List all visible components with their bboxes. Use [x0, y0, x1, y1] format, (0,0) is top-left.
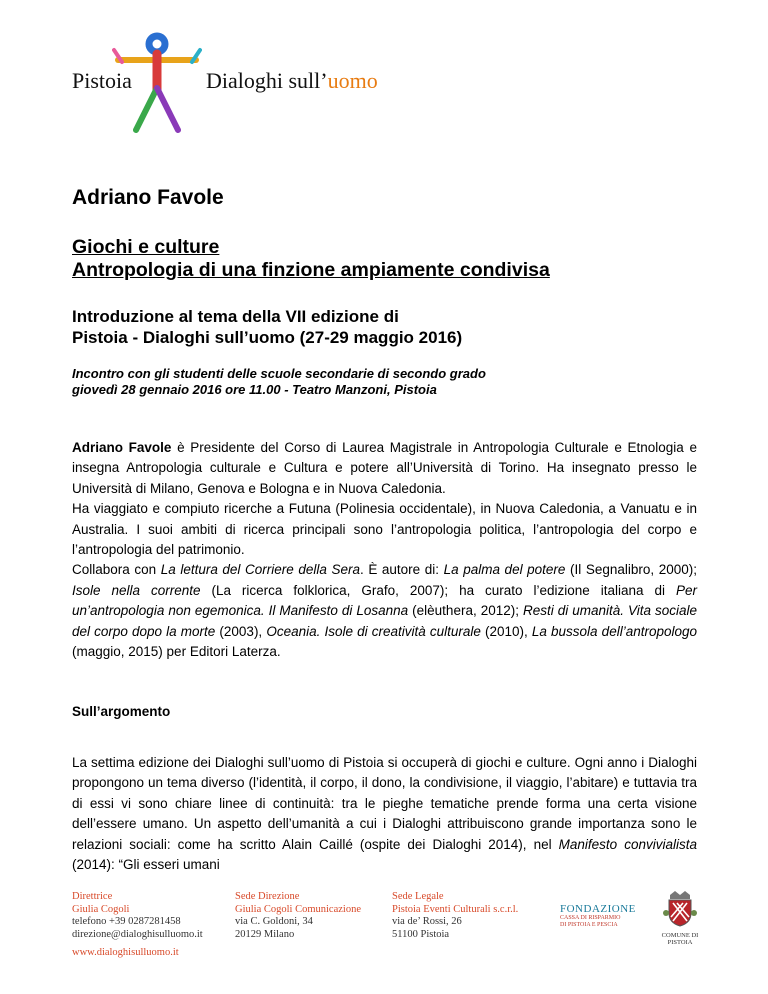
footer-phone: telefono +39 0287281458: [72, 916, 181, 927]
bio-text-run: (elèuthera, 2012);: [408, 603, 523, 619]
bio-text-run: Collabora con: [72, 562, 161, 578]
bio-text-run: . È autore di:: [359, 562, 444, 578]
footer-director-title: Direttrice: [72, 891, 113, 902]
bio-text-run: (maggio, 2015) per Editori Laterza.: [72, 644, 281, 660]
footer-sede-legale-city: 51100 Pistoia: [392, 928, 450, 940]
intro-heading: [72, 306, 462, 348]
comune-label: COMUNE DI PISTOIA: [661, 932, 699, 946]
intro-line-1: Introduzione al tema della VII edizione di: [72, 307, 399, 326]
bio-author-name: Adriano Favole: [72, 440, 172, 455]
logo-text-pistoia: Pistoia: [72, 68, 132, 93]
logo-text-main: Dialoghi sull’: [206, 68, 328, 93]
lecture-title: [72, 236, 550, 282]
footer-website-link[interactable]: www.dialoghisulluomo.it: [72, 947, 179, 958]
bio-paragraph-1: [72, 438, 697, 499]
author-bio: [72, 438, 697, 662]
bio-text-run: (2003),: [215, 623, 267, 639]
footer-sede-direzione-city: 20129 Milano: [235, 928, 295, 940]
topic-paragraph-text: [72, 753, 697, 875]
dialoghi-logo: [72, 30, 378, 136]
bio-italic-run: Isole nella corrente: [72, 582, 201, 598]
bio-text-run: (La ricerca folklorica, Grafo, 2007); ha curato l’edizione italiana di: [200, 582, 676, 598]
footer-sede-legale: [392, 891, 518, 941]
bio-italic-run: Resti di umanità. Vita sociale del corpo dopo la morte: [72, 603, 698, 639]
event-details: [72, 366, 486, 398]
bio-paragraph-2: Ha viaggiato e compiuto ricerche a Futuna (Polinesia occidentale), in Nuova Caledonia, a Vanuatu e in Australia. I suoi ambiti di ricerca principali sono l’antropologia politica, l’antropologia del corpo e l’antropologia del patrimonio.: [72, 501, 697, 558]
footer-sede-direzione-title: Sede Direzione: [235, 891, 300, 902]
footer-sede-legale-street: via de’ Rossi, 26: [392, 916, 462, 927]
footer-director-name: Giulia Cogoli: [72, 903, 130, 915]
footer-director: [72, 891, 203, 941]
foundation-logo: [560, 903, 636, 929]
foundation-sub-1: CASSA DI RISPARMIO: [560, 915, 621, 921]
footer-sede-legale-title: Sede Legale: [392, 891, 444, 902]
event-line-2: giovedì 28 gennaio 2016 ore 11.00 - Teatro Manzoni, Pistoia: [72, 382, 437, 397]
footer-sede-direzione: [235, 891, 361, 941]
bio-italic-run: La palma del potere: [443, 562, 566, 578]
section-heading: Sull’argomento: [72, 704, 171, 719]
topic-italic-run: Manifesto convivialista: [558, 836, 698, 852]
bio-italic-run: Oceania. Isole di creatività culturale: [266, 623, 481, 639]
title-line-1: Giochi e culture: [72, 236, 220, 258]
footer-sede-direzione-name: Giulia Cogoli Comunicazione: [235, 903, 361, 915]
comune-logo: [650, 891, 710, 946]
footer-email[interactable]: direzione@dialoghisulluomo.it: [72, 928, 203, 940]
coat-of-arms-icon: [661, 891, 699, 927]
bio-italic-run: Per un’antropologia non egemonica. Il Manifesto di Losanna: [72, 582, 697, 619]
bio-text-run: (Il Segnalibro, 2000);: [565, 562, 698, 578]
foundation-sub-2: DI PISTOIA E PESCIA: [560, 922, 618, 928]
bio-italic-run: La bussola dell’antropologo: [531, 623, 698, 639]
footer-sede-direzione-street: via C. Goldoni, 34: [235, 916, 313, 927]
title-line-2: Antropologia di una finzione ampiamente condivisa: [72, 259, 550, 281]
topic-text-run: La settima edizione dei Dialoghi sull’uomo di Pistoia si occuperà di giochi e culture. Ogni anno i Dialoghi propongono un tema diverso (l’identità, il corpo, il dono, la condivisione, il viaggio, l’abitare) e tuttavia tra di essi vi sono chiare linee di continuità: tra le pieghe tematiche prende forma una certa visione dell’essere umano. Un aspetto dell’umanità a cui i Dialoghi attribuiscono grande importanza sono le relazioni sociali: come ha scritto Alain Caillé (ospite dei Dialoghi 2014), nel: [72, 755, 697, 852]
topic-paragraph: [72, 753, 697, 875]
bio-italic-run: La lettura del Corriere della Sera: [160, 562, 360, 578]
topic-text-run: (2014): “Gli esseri umani: [72, 857, 220, 873]
bio-paragraph-3: [72, 560, 697, 662]
logo-text-accent: uomo: [327, 68, 378, 93]
footer: [72, 891, 712, 971]
foundation-name: FONDAZIONE: [560, 903, 636, 915]
bio-text-1: è Presidente del Corso di Laurea Magistrale in Antropologia Culturale e Etnologia e insegna Antropologia culturale e Cultura e potere all’Università di Torino. Ha insegnato presso le Università di Milano, Genova e Bologna e in Nuova Caledonia.: [72, 440, 697, 496]
footer-sede-legale-name: Pistoia Eventi Culturali s.c.r.l.: [392, 903, 519, 915]
logo-text-dialoghi: [206, 68, 378, 94]
intro-line-2: Pistoia - Dialoghi sull’uomo (27-29 maggio 2016): [72, 328, 463, 347]
bio-text-run: (2010),: [480, 623, 532, 639]
event-line-1: Incontro con gli studenti delle scuole secondarie di secondo grado: [72, 366, 486, 381]
author-name: Adriano Favole: [72, 186, 224, 209]
